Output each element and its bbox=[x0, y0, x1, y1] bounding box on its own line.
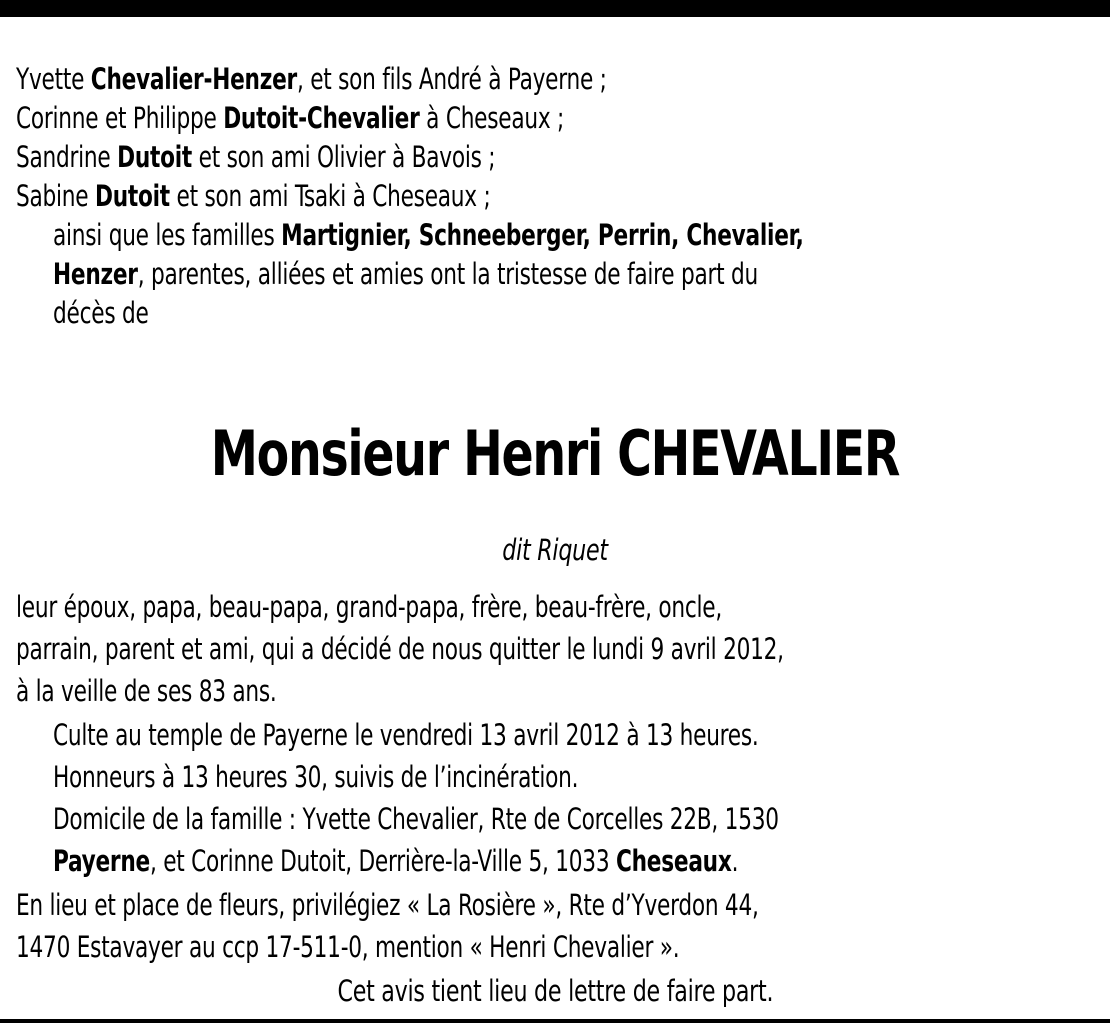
bottom-rule bbox=[0, 1019, 1110, 1023]
deceased-name: Monsieur Henri CHEVALIER bbox=[210, 417, 900, 490]
family-name: Dutoit-Chevalier bbox=[223, 101, 420, 135]
families-names: Martignier, Schneeberger, Perrin, Chevalier, bbox=[281, 218, 804, 252]
family-name: Chevalier-Henzer bbox=[90, 62, 297, 96]
deceased-nickname: dit Riquet bbox=[502, 533, 608, 567]
family-name: Henzer bbox=[53, 257, 138, 291]
family-line: Corinne et Philippe Dutoit-Chevalier à Cheseaux ; bbox=[16, 101, 565, 135]
family-name: Dutoit bbox=[94, 179, 170, 213]
family-line: Sabine Dutoit et son ami Tsaki à Cheseaux ; bbox=[16, 179, 491, 213]
city-name: Cheseaux bbox=[615, 844, 732, 878]
families-line: Henzer, parentes, alliées et amies ont la tristesse de faire part du bbox=[53, 257, 758, 291]
top-rule bbox=[0, 0, 1110, 17]
body-line: leur époux, papa, beau-papa, grand-papa, frère, beau-frère, oncle, bbox=[16, 590, 723, 624]
fleurs-line: 1470 Estavayer au ccp 17-511-0, mention « Henri Chevalier ». bbox=[16, 930, 680, 964]
honneurs-line: Honneurs à 13 heures 30, suivis de l’incinération. bbox=[53, 760, 579, 794]
domicile-line: Payerne, et Corinne Dutoit, Derrière-la-Ville 5, 1033 Cheseaux. bbox=[53, 844, 739, 878]
domicile-line: Domicile de la famille : Yvette Chevalier, Rte de Corcelles 22B, 1530 bbox=[53, 802, 779, 836]
body-line: à la veille de ses 83 ans. bbox=[16, 674, 277, 708]
fleurs-line: En lieu et place de fleurs, privilégiez « La Rosière », Rte d’Yverdon 44, bbox=[16, 888, 759, 922]
family-line: Sandrine Dutoit et son ami Olivier à Bavois ; bbox=[16, 140, 496, 174]
closing-line: Cet avis tient lieu de lettre de faire part. bbox=[337, 974, 773, 1008]
city-name: Payerne bbox=[53, 844, 150, 878]
family-name: Dutoit bbox=[117, 140, 193, 174]
body-line: parrain, parent et ami, qui a décidé de nous quitter le lundi 9 avril 2012, bbox=[16, 632, 784, 666]
families-line: ainsi que les familles Martignier, Schneeberger, Perrin, Chevalier, bbox=[53, 218, 804, 252]
families-line: décès de bbox=[53, 296, 149, 330]
culte-line: Culte au temple de Payerne le vendredi 13 avril 2012 à 13 heures. bbox=[53, 718, 759, 752]
family-line: Yvette Chevalier-Henzer, et son fils André à Payerne ; bbox=[16, 62, 607, 96]
